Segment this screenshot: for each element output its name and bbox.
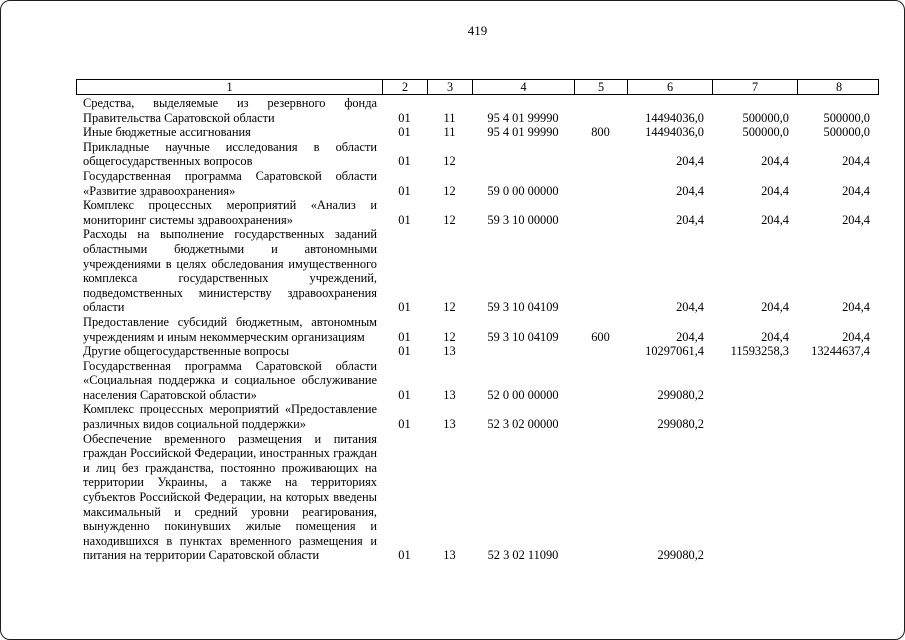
row-value: 12 — [443, 329, 456, 344]
row-value: 14494036,0 — [645, 125, 704, 140]
row-value: 299080,2 — [657, 417, 704, 432]
row-value: 13 — [443, 548, 456, 563]
column-header: 4 — [473, 80, 575, 94]
row-value: 13 — [443, 387, 456, 402]
row-value: 204,4 — [761, 154, 789, 169]
row-value: 14494036,0 — [645, 110, 704, 125]
row-label: Расходы на выполнение государственных заданий областными бюджетными и автономными учреждениями в целях обследования имущественного комплекса государственных учреждений, подведомственных министерству здравоохранения области — [83, 227, 377, 315]
row-value: 204,4 — [761, 329, 789, 344]
row-value: 204,4 — [676, 154, 704, 169]
table-row — [76, 125, 879, 140]
row-value: 204,4 — [676, 183, 704, 198]
row-value: 204,4 — [842, 212, 870, 227]
row-value: 01 — [398, 344, 411, 359]
row-value: 10297061,4 — [645, 344, 704, 359]
column-header: 7 — [713, 80, 798, 94]
row-value: 204,4 — [761, 300, 789, 315]
row-value: 204,4 — [761, 183, 789, 198]
row-value: 12 — [443, 212, 456, 227]
row-value: 204,4 — [842, 154, 870, 169]
row-value: 52 3 02 11090 — [487, 548, 559, 563]
row-value: 204,4 — [761, 212, 789, 227]
row-value: 01 — [398, 300, 411, 315]
column-header: 2 — [383, 80, 428, 94]
row-value: 01 — [398, 417, 411, 432]
row-value: 59 3 10 04109 — [487, 329, 559, 344]
row-value: 299080,2 — [657, 387, 704, 402]
row-value: 12 — [443, 154, 456, 169]
row-value: 01 — [398, 110, 411, 125]
row-value: 12 — [443, 300, 456, 315]
row-value: 204,4 — [842, 300, 870, 315]
row-value: 11 — [443, 110, 456, 125]
row-value: 01 — [398, 125, 411, 140]
table-row — [76, 432, 879, 563]
row-label: Иные бюджетные ассигнования — [83, 125, 251, 140]
row-value: 600 — [591, 329, 610, 344]
row-value: 01 — [398, 212, 411, 227]
row-value: 13 — [443, 417, 456, 432]
table-header-row — [76, 79, 879, 95]
row-value: 59 3 10 04109 — [487, 300, 559, 315]
column-header: 1 — [77, 80, 383, 94]
row-value: 204,4 — [842, 329, 870, 344]
table-row — [76, 359, 879, 403]
row-value: 95 4 01 99990 — [487, 110, 559, 125]
table-row — [76, 315, 879, 344]
row-value: 500000,0 — [823, 125, 870, 140]
table-row — [76, 227, 879, 315]
row-value: 800 — [591, 125, 610, 140]
row-value: 500000,0 — [742, 125, 789, 140]
row-label: Средства, выделяемые из резервного фонда Правительства Саратовской области — [83, 96, 377, 125]
row-value: 13244637,4 — [811, 344, 870, 359]
row-value: 01 — [398, 548, 411, 563]
row-value: 204,4 — [676, 300, 704, 315]
page-number: 419 — [467, 23, 488, 38]
table-row — [76, 402, 879, 431]
row-label: Комплекс процессных мероприятий «Анализ и мониторинг системы здравоохранения» — [83, 198, 377, 227]
row-label: Комплекс процессных мероприятий «Предоставление различных видов социальной поддержки» — [83, 402, 377, 432]
row-value: 500000,0 — [742, 110, 789, 125]
row-value: 52 0 00 00000 — [487, 387, 559, 402]
row-label: Другие общегосударственные вопросы — [83, 344, 290, 359]
row-value: 500000,0 — [823, 110, 870, 125]
row-value: 01 — [398, 329, 411, 344]
table-body — [76, 96, 879, 563]
row-label: Государственная программа Саратовской области «Социальная поддержка и социальное обслуживание населения Саратовской области» — [83, 358, 377, 402]
row-value: 01 — [398, 387, 411, 402]
table-row — [76, 169, 879, 198]
row-value: 01 — [398, 183, 411, 198]
column-header: 3 — [428, 80, 473, 94]
row-value: 59 3 10 00000 — [487, 212, 559, 227]
column-header: 8 — [835, 80, 843, 94]
table-row — [76, 96, 879, 125]
row-label: Предоставление субсидий бюджетным, автономным учреждениям и иным некоммерческим организациям — [83, 314, 377, 344]
row-label: Обеспечение временного размещения и питания граждан Российской Федерации, иностранных граждан и лиц без гражданства, постоянно проживающих на территории Украины, а также на территориях субъектов Российской Федерации, на которых введены максимальный и средний уровни реагирования, вынужденно покинувших жилые помещения и находившихся в пунктах временного размещения и питания на территории Саратовской области — [83, 431, 377, 563]
row-value: 13 — [443, 344, 456, 359]
column-header: 5 — [575, 80, 628, 94]
table-row — [76, 198, 879, 227]
row-value: 12 — [443, 183, 456, 198]
table-row — [76, 344, 879, 359]
row-value: 11 — [443, 125, 456, 140]
table-row — [76, 140, 879, 169]
row-value: 204,4 — [676, 212, 704, 227]
row-value: 204,4 — [842, 183, 870, 198]
row-label: Государственная программа Саратовской области «Развитие здравоохранения» — [83, 168, 377, 198]
row-value: 204,4 — [676, 329, 704, 344]
row-value: 52 3 02 00000 — [487, 417, 559, 432]
row-value: 59 0 00 00000 — [487, 183, 559, 198]
column-header: 6 — [628, 80, 713, 94]
row-value: 01 — [398, 154, 411, 169]
row-value: 11593258,3 — [730, 344, 789, 359]
row-label: Прикладные научные исследования в области общегосударственных вопросов — [83, 139, 377, 169]
budget-table — [76, 79, 879, 563]
row-value: 95 4 01 99990 — [487, 125, 559, 140]
row-value: 299080,2 — [657, 548, 704, 563]
